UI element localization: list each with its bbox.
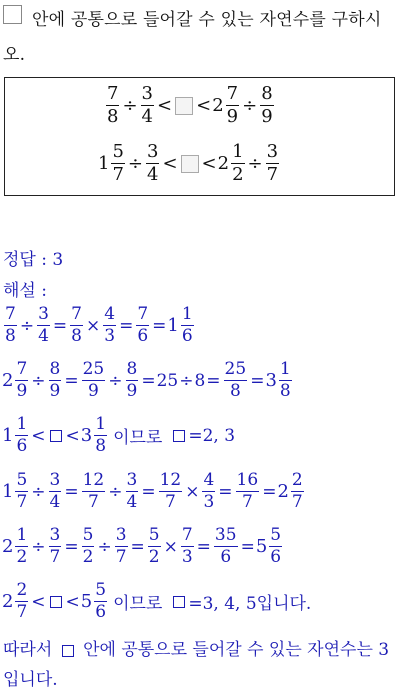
fraction: $\frac{3}{4}$	[141, 83, 153, 127]
explanation-line-6: 2 $\frac{2}{7}$ < < 5 $\frac{5}{6}$ 이므로 =3, 4, 5입니다.	[2, 580, 312, 622]
conclusion-line-2: 입니다.	[3, 670, 58, 690]
explanation-line-5: 2 $\frac{1}{2}$ ÷ $\frac{3}{7}$ = $\frac{5}{2}$ ÷ $\frac{3}{7}$ = $\frac{5}{2}$ × $\frac{7}{3}$ = $\frac{35}{6}$ = 5 $\frac{5}{6}$	[2, 525, 282, 567]
blank-box-icon	[181, 155, 199, 173]
blank-box-icon	[50, 596, 62, 608]
blank-box-icon	[175, 97, 193, 115]
explanation-line-2: 2 $\frac{7}{9}$ ÷ $\frac{8}{9}$ = $\frac{25}{9}$ ÷ $\frac{8}{9}$ = 25 ÷ 8 = $\frac{25}{8}$ = 3 $\frac{1}{8}$	[2, 359, 291, 401]
fraction: $\frac{7}{9}$	[226, 83, 239, 127]
blank-box-icon	[3, 5, 22, 24]
explanation-line-4: 1 $\frac{5}{7}$ ÷ $\frac{3}{4}$ = $\frac{12}{7}$ ÷ $\frac{3}{4}$ = $\frac{12}{7}$ × $\frac{4}{3}$ = $\frac{16}{7}$ = 2 $\frac{2}{7}$	[2, 470, 303, 512]
blank-box-icon	[62, 645, 74, 657]
question-line-1: 안에 공통으로 들어갈 수 있는 자연수를 구하시	[32, 10, 382, 30]
explanation-line-3: 1 $\frac{1}{6}$ < < 3 $\frac{1}{8}$ 이므로 =2, 3	[2, 414, 236, 456]
fraction: $\frac{3}{7}$	[266, 141, 279, 185]
explanation-label: 해설 :	[3, 281, 47, 301]
question-line-2: 오.	[3, 45, 26, 65]
answer-label: 정답 : 3	[3, 250, 64, 270]
conclusion-line-1: 따라서 안에 공통으로 들어갈 수 있는 자연수는 3	[3, 640, 390, 660]
fraction: $\frac{5}{7}$	[112, 141, 124, 185]
blank-box-icon	[173, 596, 185, 608]
problem-row-2: 1 $\frac{5}{7}$ ÷ $\frac{3}{4}$ < < 2 $\frac{1}{2}$ ÷ $\frac{3}{7}$	[98, 141, 279, 185]
fraction: $\frac{3}{4}$	[147, 141, 159, 185]
blank-box-icon	[173, 430, 185, 442]
fraction: $\frac{8}{9}$	[261, 83, 273, 127]
problem-row-1: $\frac{7}{8}$ ÷ $\frac{3}{4}$ < < 2 $\frac{7}{9}$ ÷ $\frac{8}{9}$	[107, 83, 273, 127]
fraction: $\frac{7}{8}$	[107, 83, 119, 127]
blank-box-icon	[50, 430, 62, 442]
fraction: $\frac{1}{2}$	[232, 141, 244, 185]
explanation-line-1: $\frac{7}{8}$ ÷ $\frac{3}{4}$ = $\frac{7}{8}$ × $\frac{4}{3}$ = $\frac{7}{6}$ = 1 $\frac{1}{6}$	[5, 304, 193, 346]
